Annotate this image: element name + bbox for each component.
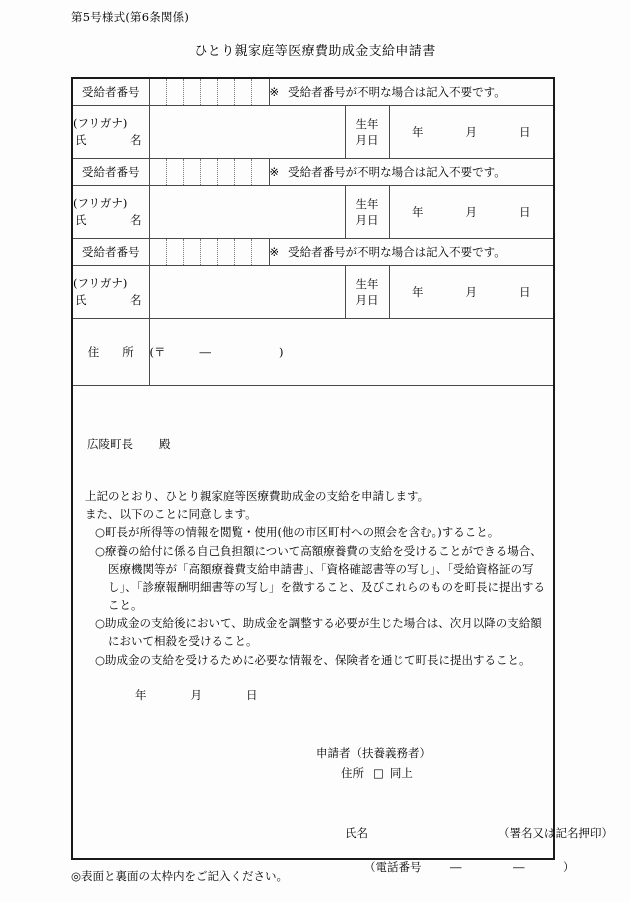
digit-cell[interactable] <box>201 159 218 185</box>
table-row <box>73 106 553 159</box>
name-label-right: 名 <box>130 213 142 227</box>
statement-section <box>73 412 613 876</box>
furigana-label: (フリガナ) <box>73 116 128 131</box>
applicant-address-row[interactable] <box>341 765 553 783</box>
address-label: 住 所 <box>73 319 149 386</box>
dob-label-line1: 生年 <box>355 116 379 131</box>
applicant-name-row[interactable] <box>73 825 613 842</box>
year-label: 年 <box>412 125 424 139</box>
dob-label-line1: 生年 <box>355 276 379 291</box>
applicant-table <box>73 79 553 386</box>
addressee-name: 広陵町長 <box>87 437 133 451</box>
year-label: 年 <box>412 285 424 299</box>
month-label: 月 <box>465 285 477 299</box>
signature-block <box>73 745 613 877</box>
year-label: 年 <box>412 205 424 219</box>
name-label-left: 氏 <box>75 213 87 227</box>
note-text: 受給者番号が不明な場合は記入不要です。 <box>288 165 506 179</box>
dob-input[interactable] <box>389 266 553 319</box>
digit-cell[interactable] <box>184 239 201 265</box>
note-text: 受給者番号が不明な場合は記入不要です。 <box>288 245 506 259</box>
applicant-address-label: 住所 <box>341 766 364 781</box>
form-code: 第5号様式(第6条関係) <box>71 10 190 24</box>
table-row <box>73 239 553 266</box>
name-label-right: 名 <box>130 133 142 147</box>
recipient-number-grid[interactable] <box>150 79 269 105</box>
name-input[interactable] <box>149 266 345 319</box>
note-text: 受給者番号が不明な場合は記入不要です。 <box>288 85 506 99</box>
phone-label: （電話番号 <box>364 860 422 875</box>
table-row <box>73 186 553 239</box>
same-as-above-checkbox[interactable]: □ <box>373 766 384 781</box>
recipient-number-label: 受給者番号 <box>73 159 149 186</box>
digit-cell[interactable] <box>150 239 167 265</box>
furigana-label: (フリガナ) <box>73 196 128 211</box>
day-label: 日 <box>519 205 531 219</box>
consent-item: ○町長が所得等の情報を閲覧・使用(他の市区町村への照会を含む。)すること。 <box>95 525 500 540</box>
same-as-above-label: 同上 <box>389 766 413 781</box>
table-row <box>73 79 553 106</box>
day-label: 日 <box>519 285 531 299</box>
digit-cell[interactable] <box>150 79 167 105</box>
name-label <box>73 132 149 149</box>
dob-date-line <box>390 284 554 300</box>
digit-cell[interactable] <box>252 79 268 105</box>
month-label: 月 <box>465 205 477 219</box>
statement-body <box>85 488 553 669</box>
recipient-number-input[interactable] <box>149 159 269 186</box>
recipient-number-label: 受給者番号 <box>73 239 149 266</box>
digit-cell[interactable] <box>218 79 235 105</box>
digit-cell[interactable] <box>235 239 252 265</box>
main-form-box <box>71 77 613 875</box>
dob-input[interactable] <box>389 186 553 239</box>
consent-item: ○助成金の支給後において、助成金を調整する必要が生じた場合は、次月以降の支給額において相殺を受けること。 <box>95 616 542 649</box>
phone-dash-1: ― <box>450 860 462 875</box>
name-label-right: 名 <box>130 293 142 307</box>
table-row <box>73 266 553 319</box>
page-title: ひとり親家庭等医療費助成金支給申請書 <box>194 44 436 59</box>
dob-label <box>345 266 389 319</box>
digit-cell[interactable] <box>252 239 268 265</box>
month-label: 月 <box>190 687 202 702</box>
recipient-number-input[interactable] <box>149 79 269 106</box>
dob-label-line2: 月日 <box>355 133 379 147</box>
digit-cell[interactable] <box>252 159 268 185</box>
name-label <box>73 212 149 229</box>
footer-note: ◎表面と裏面の太枠内をご記入ください。 <box>71 869 289 883</box>
digit-cell[interactable] <box>184 159 201 185</box>
name-label <box>73 292 149 309</box>
applicant-label: 申請者（扶養義務者） <box>316 745 431 760</box>
phone-close-paren: ） <box>563 860 575 875</box>
name-input[interactable] <box>149 106 345 159</box>
dob-label-line2: 月日 <box>355 293 379 307</box>
addressee-honorific: 殿 <box>159 437 171 451</box>
table-row <box>73 319 553 386</box>
recipient-number-input[interactable] <box>149 239 269 266</box>
name-label-left: 氏 <box>75 133 87 147</box>
recipient-number-note <box>269 159 553 186</box>
digit-cell[interactable] <box>167 239 184 265</box>
applicant-name-label: 氏名 <box>345 826 368 841</box>
recipient-number-label: 受給者番号 <box>73 79 149 106</box>
note-mark-icon: ※ <box>269 85 280 99</box>
furigana-name-label <box>73 106 149 159</box>
digit-cell[interactable] <box>150 159 167 185</box>
table-row <box>73 159 553 186</box>
day-label: 日 <box>519 125 531 139</box>
digit-cell[interactable] <box>167 159 184 185</box>
digit-cell[interactable] <box>218 239 235 265</box>
recipient-number-grid[interactable] <box>150 159 269 185</box>
consent-item: ○助成金の支給を受けるために必要な情報を、保険者を通じて町長に提出すること。 <box>95 652 531 667</box>
note-mark-icon: ※ <box>269 165 280 179</box>
consent-list <box>85 523 553 668</box>
dob-date-line <box>390 204 554 220</box>
digit-cell[interactable] <box>201 79 218 105</box>
month-label: 月 <box>465 125 477 139</box>
digit-cell[interactable] <box>218 159 235 185</box>
recipient-number-note <box>269 79 553 106</box>
addressee-line <box>87 436 553 454</box>
furigana-name-label <box>73 266 149 319</box>
digit-cell[interactable] <box>167 79 184 105</box>
dob-label-line1: 生年 <box>355 196 379 211</box>
dob-label <box>345 186 389 239</box>
digit-cell[interactable] <box>235 79 252 105</box>
dob-label-line2: 月日 <box>355 213 379 227</box>
note-mark-icon: ※ <box>269 245 280 259</box>
seal-note: （署名又は記名押印） <box>498 826 613 841</box>
dob-label <box>345 106 389 159</box>
recipient-number-grid[interactable] <box>150 239 269 265</box>
day-label: 日 <box>246 687 258 702</box>
postal-close-paren: ) <box>279 345 284 359</box>
digit-cell[interactable] <box>201 239 218 265</box>
digit-cell[interactable] <box>235 159 252 185</box>
address-input[interactable] <box>149 319 553 386</box>
postal-dash: ― <box>199 345 211 359</box>
dob-input[interactable] <box>389 106 553 159</box>
intro-line-1: 上記のとおり、ひとり親家庭等医療費助成金の支給を申請します。 <box>85 488 430 503</box>
furigana-name-label <box>73 186 149 239</box>
name-input[interactable] <box>149 186 345 239</box>
postal-mark: (〒 <box>149 345 166 359</box>
phone-dash-2: ― <box>513 860 525 875</box>
consent-item: ○療養の給付に係る自己負担額について高額療養費の支給を受けることができる場合、医療機関等が「高額療養費支給申請書」、「資格確認書等の写し」、「受給資格証の写し」、「診療報酬明細書等の写し」を徴すること、及びこれらのものを町長に提出すること。 <box>95 543 545 613</box>
digit-cell[interactable] <box>184 79 201 105</box>
submission-date-field[interactable] <box>135 687 553 705</box>
dob-date-line <box>390 124 554 140</box>
furigana-label: (フリガナ) <box>73 276 128 291</box>
recipient-number-note <box>269 239 553 266</box>
name-label-left: 氏 <box>75 293 87 307</box>
intro-line-2: また、以下のことに同意します。 <box>85 506 257 521</box>
year-label: 年 <box>135 687 147 702</box>
postal-code-field[interactable] <box>150 344 284 360</box>
